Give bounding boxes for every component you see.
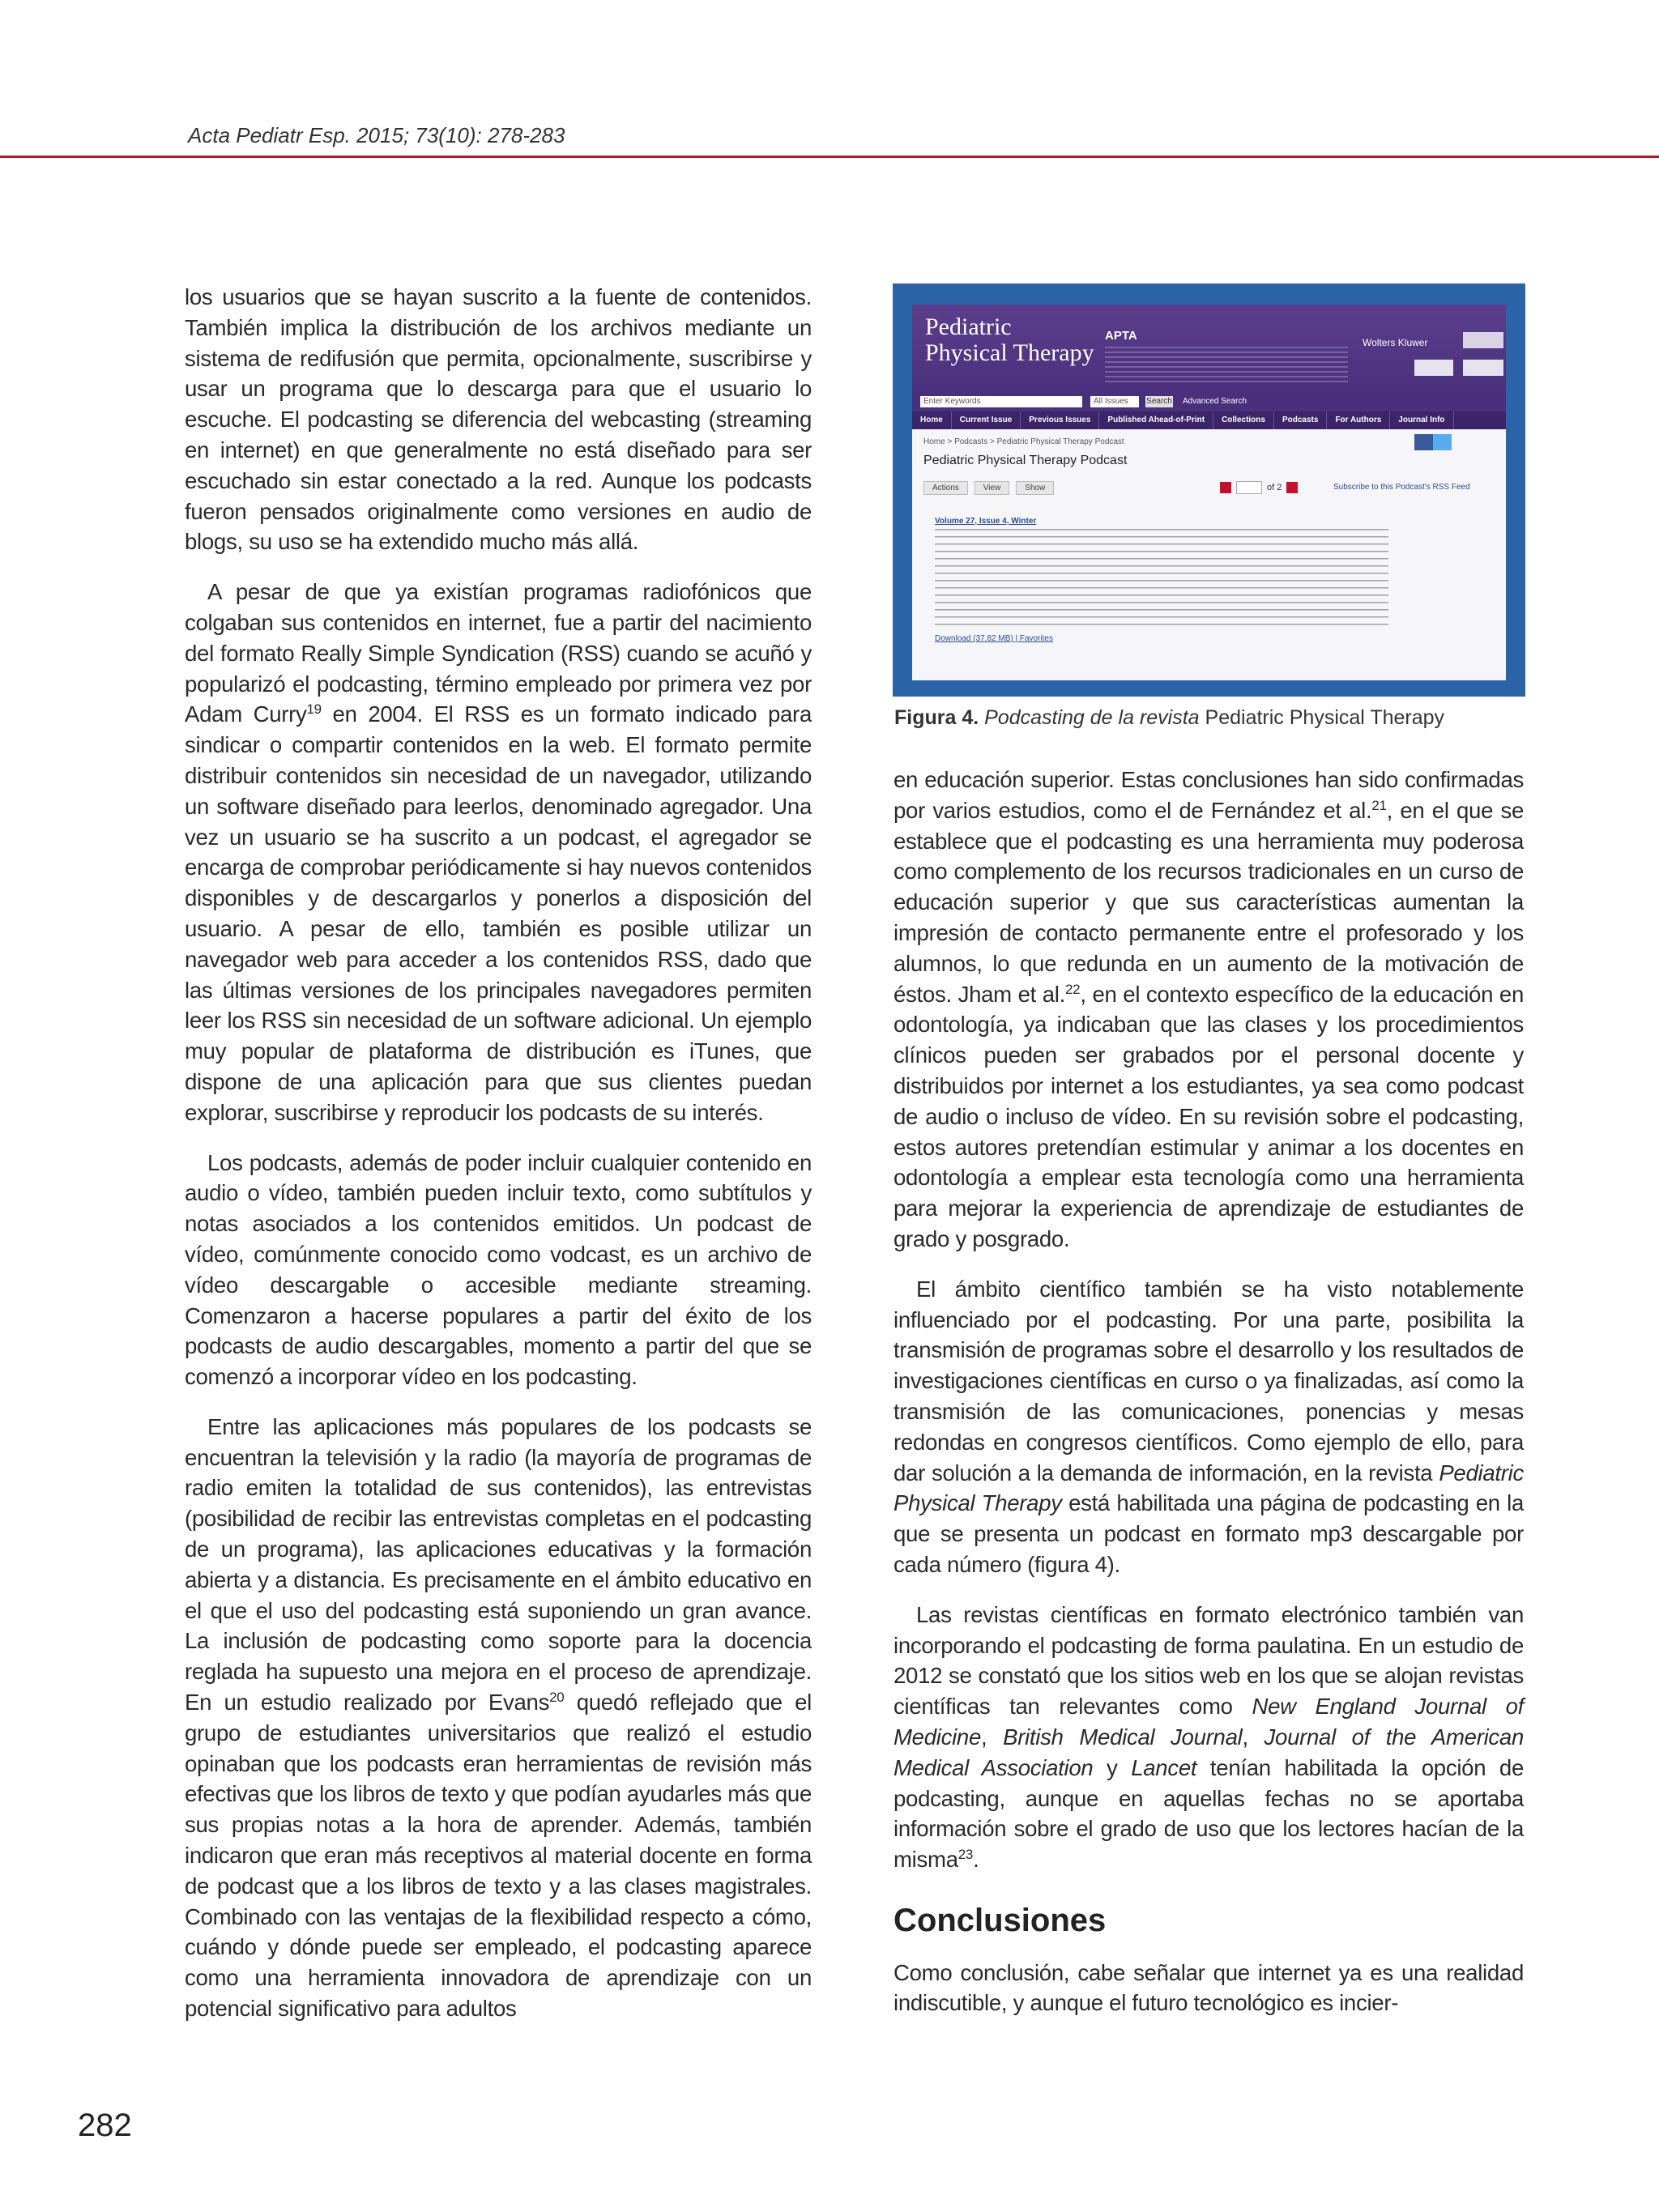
next-arrow-icon xyxy=(1286,482,1298,493)
reference-20[interactable]: 20 xyxy=(549,1689,565,1705)
journal-name: Lancet xyxy=(1131,1754,1197,1780)
reference-21[interactable]: 21 xyxy=(1371,797,1387,813)
paragraph xyxy=(185,1412,812,2024)
nav-item: Collections xyxy=(1213,411,1274,429)
user-icon xyxy=(1414,360,1453,376)
nav-item: Previous Issues xyxy=(1021,411,1099,429)
left-column xyxy=(185,282,812,2044)
caption-label: Figura 4. xyxy=(894,706,979,729)
text-span: , en el que se establece que el podcasting es una herramienta muy poderosa como complemento de los recursos tradicionales en un curso de educación superior y que sus características aumentan la impresión de contacto permanente entre el profesorado y los alumnos, lo que redunda en un aumento de la motivación de éstos. Jham et al. xyxy=(893,797,1524,1007)
breadcrumb: Home > Podcasts > Pediatric Physical Therapy Podcast xyxy=(923,437,1124,446)
journal-name: Journal of the American Medical Association xyxy=(893,1724,1525,1780)
text-span: Las revistas científicas en formato electrónico también van incorporando el podcasting de forma paulatina. En un estudio de 2012 se constató que los sitios web en los que se alojan revistas científicas tan relevantes como xyxy=(893,1601,1524,1720)
entry-volume: Volume 27, Issue 4, Winter xyxy=(935,517,1037,526)
figure-caption xyxy=(894,706,1444,730)
paragraph: Los podcasts, además de poder incluir cualquier contenido en audio o vídeo, también pueden incluir texto, como subtítulos y notas asociados a los contenidos emitidos. Un podcast de vídeo, comúnmente conocido como vodcast, es un archivo de vídeo descargable o accesible mediante streaming. Comenzaron a hacerse populares a partir del éxito de los podcasts de audio descargables, momento a partir del que se comenzó a incorporar vídeo en los podcasting. xyxy=(185,1149,812,1390)
text-span: Entre las aplicaciones más populares de los podcasts se encuentran la televisión y la radio (la mayoría de programas de radio emiten la totalidad de sus contenidos), las entrevistas (posibilidad de recibir las entrevistas completas en el podcasting de un programa), las aplicaciones educativas y la formación abierta y a distancia. Es precisamente en el ámbito educativo en el que el uso del podcasting está suponiendo un gran avance. La inclusión de podcasting como soporte para la docencia reglada ha supuesto una mejora en el proceso de aprendizaje. En un estudio realizado por Evans xyxy=(185,1413,812,1715)
social-share-icons xyxy=(1414,434,1452,450)
page-box xyxy=(1236,481,1262,494)
view-dropdown: View xyxy=(975,481,1010,495)
pager xyxy=(1220,481,1298,494)
caption-rest: Pediatric Physical Therapy xyxy=(1205,706,1445,729)
logo-line: Pediatric xyxy=(925,313,1012,340)
reference-22[interactable]: 22 xyxy=(1065,981,1081,997)
nav-item: Published Ahead-of-Print xyxy=(1099,411,1213,429)
paragraph xyxy=(893,765,1524,1255)
text-span: , en el contexto específico de la educación en odontología, ya indicaban que las clases y los procedimientos clínicos pueden ser grabados por el personal docente y distribuidos por internet a los estudiantes, ya sea como podcast de audio o incluso de vídeo. En su revisión sobre el podcasting, estos autores pretendían estimular y animar a los docentes en odontología a emplear esta tecnología como una herramienta para mejorar la experiencia de aprendizaje de estudiantes de grado y posgrado. xyxy=(893,981,1524,1251)
reference-19[interactable]: 19 xyxy=(306,701,322,718)
text-span: está habilitada una página de podcasting en la que se presenta un podcast en formato mp3 descargable por cada número (figura 4). xyxy=(893,1490,1524,1577)
paragraph xyxy=(893,1274,1524,1580)
prev-arrow-icon xyxy=(1220,482,1231,493)
search-button: Search xyxy=(1146,397,1172,406)
advanced-search-link: Advanced Search xyxy=(1183,397,1247,406)
podcast-toolbar xyxy=(923,481,1054,495)
text-span: en 2004. El RSS es un formato indicado para sindicar o compartir contenidos en la web. El formato permite distribuir contenidos sin necesidad de un navegador, utilizando un software diseñado para leerlos, denominado agregador. Una vez un usuario se ha suscrito a un podcast, el agregador se encarga de comprobar periódicamente si hay nuevos contenidos disponibles y de descargarlos y ponerlos a disposición del usuario. A pesar de ello, también es posible utilizar un navegador web para acceder a los contenidos RSS, dado que las últimas versiones de los principales navegadores permiten leer los RSS sin necesidad de un software adicional. Un ejemplo muy popular de plataforma de distribución es iTunes, que dispone de una aplicación para que sus clientes puedan explorar, suscribirse y reproducir los podcasts de su interés. xyxy=(185,701,812,1125)
paragraph xyxy=(893,1600,1524,1875)
text-span: A pesar de que ya existían programas radiofónicos que colgaban sus contenidos en internet, fue a partir del nacimiento del formato Really Simple Syndication (RSS) cuando se acuñó y popularizó el podcasting, término empleado por primera vez por Adam Curry xyxy=(185,579,812,727)
banner-blurb xyxy=(1105,347,1348,384)
entry-description xyxy=(935,529,1388,626)
nav-item: Journal Info xyxy=(1390,411,1453,429)
paragraph xyxy=(185,577,812,1127)
nav-item: Home xyxy=(912,411,952,429)
section-title: Conclusiones xyxy=(893,1902,1107,1938)
gear-icon xyxy=(1463,360,1503,376)
page-number: 282 xyxy=(78,2108,132,2143)
running-header: Acta Pediatr Esp. 2015; 73(10): 278-283 xyxy=(188,123,565,147)
journal-name: British Medical Journal xyxy=(1003,1724,1243,1750)
text-span: en educación superior. Estas conclusiones han sido confirmadas por varios estudios, como el de Fernández et al. xyxy=(893,767,1524,823)
nav-bar xyxy=(912,411,1506,429)
nav-item: For Authors xyxy=(1327,411,1390,429)
journal-name: New England Journal of Medicine xyxy=(893,1694,1524,1750)
podcast-title: Pediatric Physical Therapy Podcast xyxy=(923,454,1128,467)
caption-italic: Podcasting de la revista xyxy=(984,706,1200,729)
search-input: Enter Keywords xyxy=(920,396,1082,407)
wolters-kluwer-logo: Wolters Kluwer xyxy=(1363,337,1428,348)
page-of: of 2 xyxy=(1267,483,1282,492)
search-bar xyxy=(912,394,1506,411)
figure-4 xyxy=(893,283,1525,697)
subscribe-button xyxy=(1463,332,1503,348)
logo-line: Physical Therapy xyxy=(925,339,1094,366)
podcast-entry xyxy=(935,517,1388,643)
text-span: , xyxy=(1242,1724,1265,1750)
text-span: , xyxy=(981,1724,1004,1750)
journal-banner xyxy=(912,305,1506,394)
show-dropdown: Show xyxy=(1016,481,1054,495)
rss-link: Subscribe to this Podcast's RSS Feed xyxy=(1333,483,1470,492)
text-span: tenían habilitada la opción de podcasting, aunque en aquellas fechas no se aportaba información sobre el grado de uso que los lectores hacían de la misma xyxy=(893,1754,1525,1873)
reference-23[interactable]: 23 xyxy=(957,1846,974,1862)
paragraph: los usuarios que se hayan suscrito a la fuente de contenidos. También implica la distribución de los archivos mediante un sistema de redifusión que permita, opcionalmente, suscribirse y usar un programa que lo descarga para que el usuario lo escuche. El podcasting se diferencia del webcasting (streaming en internet) en que generalmente no está diseñado para ser escuchado sin estar conectado a la red. Aunque los podcasts fueron pensados originalmente como versiones en audio de blogs, su uso se ha extendido mucho más allá. xyxy=(185,284,812,555)
paragraph: Como conclusión, cabe señalar que internet ya es una realidad indiscutible, y aunque el futuro tecnológico es incier- xyxy=(893,1959,1524,2016)
text-span: El ámbito científico también se ha visto notablemente influenciado por el podcasting. Por una parte, posibilita la transmisión de programas sobre el desarrollo y los resultados de investigaciones científicas en curso o ya finalizadas, así como la transmisión de las comunicaciones, ponencias y mesas redondas en congresos científicos. Como ejemplo de ello, para dar solución a la demanda de información, en la revista xyxy=(893,1276,1524,1485)
text-span: . xyxy=(973,1847,979,1873)
nav-item: Current Issue xyxy=(952,411,1021,429)
journal-name: Pediatric Physical Therapy xyxy=(893,1460,1524,1516)
right-column xyxy=(893,765,1524,2038)
search-scope-select: All Issues xyxy=(1090,396,1139,407)
text-span: y xyxy=(1093,1754,1132,1780)
website-screenshot xyxy=(912,305,1506,680)
actions-dropdown: Actions xyxy=(923,481,968,495)
header-rule xyxy=(0,156,1659,158)
download-link: Download (37.82 MB) | Favorites xyxy=(935,634,1053,643)
journal-logo xyxy=(925,314,1094,366)
nav-item: Podcasts xyxy=(1274,411,1327,429)
text-span: quedó reflejado que el grupo de estudiantes universitarios que realizó el estudio opinaban que los podcasts eran herramientas de revisión más efectivas que los libros de texto y que podían ayudarles más que sus propias notas a la hora de aprender. Además, también indicaron que eran más receptivos al material docente en forma de podcast que a los libros de texto y a las clases magistrales. Combinado con las ventajas de la flexibilidad respecto a cómo, cuándo y dónde puede ser empleado, el podcasting aparece como una herramienta innovadora de aprendizaje con un potencial significativo para adultos xyxy=(185,1690,812,2022)
apta-logo: APTA xyxy=(1105,329,1137,343)
